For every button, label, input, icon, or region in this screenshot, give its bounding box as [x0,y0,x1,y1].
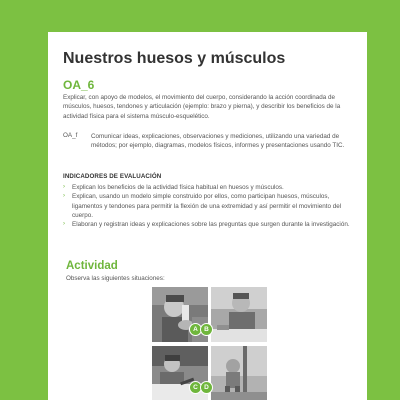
photo-label-a: A [189,323,202,336]
indicator-text: Explican, usando un modelo simple construido por ellos, como participan huesos, músculos, ligamentos y tendones para permitir la flexión de una extremidad y así permitir el movimiento del cuerpo. [72,193,342,219]
indicators-heading: INDICADORES DE EVALUACIÓN [63,173,162,180]
bullet-chevron-icon: › [63,221,65,228]
indicators-list [63,183,355,229]
indicator-item [63,220,355,229]
page-title: Nuestros huesos y músculos [63,50,286,67]
indicator-text: Elaboran y registran ideas y explicaciones sobre las preguntas que surgen durante la investigación. [72,221,350,229]
indicator-item [63,183,355,192]
activity-instruction: Observa las siguientes situaciones: [66,275,165,282]
photo-label-b: B [200,323,213,336]
objective-text: Explicar, con apoyo de modelos, el movimiento del cuerpo, considerando la acción coordinada de músculos, huesos, tendones y articulación (ejemplo: brazo y pierna), y describir los beneficios de la actividad física para el sistema músculo-esquelético. [63,94,341,120]
worksheet-page [48,32,367,400]
sub-objective-text: Comunicar ideas, explicaciones, observaciones y mediciones, utilizando una variedad de métodos; por ejemplo, diagramas, modelos físicos, informes y presentaciones usando TIC. [91,133,345,150]
photo-child-playing [211,346,267,400]
indicator-item [63,192,355,220]
photo-label-c: C [189,381,202,394]
indicator-text: Explican los beneficios de la actividad física habitual en huesos y músculos. [72,184,284,191]
sub-objective-code: OA_f [63,132,78,139]
photo-child-at-table [211,287,267,342]
activity-title: Actividad [66,260,118,272]
photo-label-d: D [200,381,213,394]
objective-code: OA_6 [63,78,95,92]
bullet-chevron-icon: › [63,184,65,190]
bullet-chevron-icon: › [63,193,65,200]
